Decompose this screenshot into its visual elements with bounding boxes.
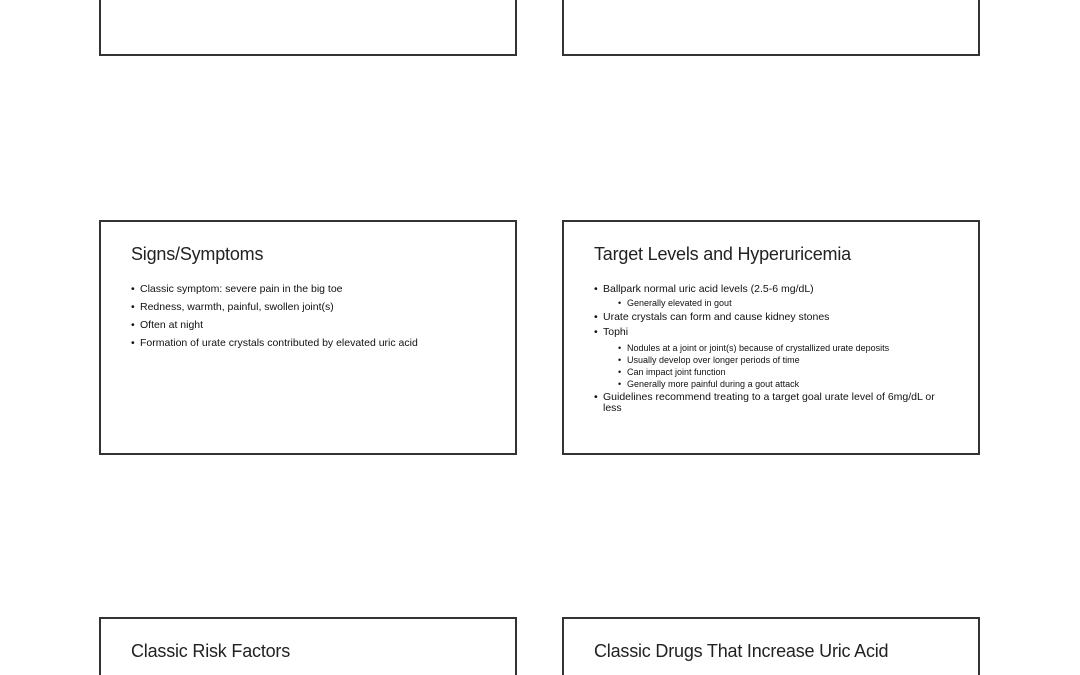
sub-bullet-list: [603, 297, 948, 309]
slide-target-levels: [562, 220, 980, 455]
slide-title: Classic Drugs That Increase Uric Acid: [594, 641, 889, 661]
bullet-item: [594, 326, 948, 390]
bullet-text: Tophi: [603, 326, 629, 338]
sub-bullet-list: [603, 342, 948, 390]
slide-title: Classic Risk Factors: [131, 641, 291, 661]
sub-bullet-item: • Can impact joint function: [618, 366, 948, 378]
bullet-text: Ballpark normal uric acid levels (2.5-6 mg/dL): [603, 283, 814, 295]
sub-bullet-item: • Generally elevated in gout: [618, 297, 948, 309]
sub-bullet-item: • Usually develop over longer periods of time: [618, 354, 948, 366]
bullet-list: [594, 283, 948, 416]
slide-risk-factors: [99, 617, 517, 675]
bullet-item: • Guidelines recommend treating to a target goal urate level of 6mg/dL or less: [594, 392, 948, 414]
slide-signs-symptoms: [99, 220, 517, 455]
bullet-item: • Often at night: [131, 319, 485, 332]
slide-top-left: [99, 0, 517, 56]
slide-top-right: [562, 0, 980, 56]
bullet-list: [131, 283, 485, 355]
bullet-item: • Formation of urate crystals contributed by elevated uric acid: [131, 337, 485, 350]
slide-title: Signs/Symptoms: [131, 244, 264, 264]
sub-bullet-item: • Generally more painful during a gout attack: [618, 378, 948, 390]
bullet-item: • Redness, warmth, painful, swollen joint(s): [131, 301, 485, 314]
sub-bullet-item: • Nodules at a joint or joint(s) because of crystallized urate deposits: [618, 342, 948, 354]
bullet-item: • Urate crystals can form and cause kidney stones: [594, 311, 948, 324]
bullet-item: [594, 283, 948, 309]
bullet-item: • Classic symptom: severe pain in the big toe: [131, 283, 485, 296]
slide-title: Target Levels and Hyperuricemia: [594, 244, 851, 264]
slide-drugs-uric-acid: [562, 617, 980, 675]
